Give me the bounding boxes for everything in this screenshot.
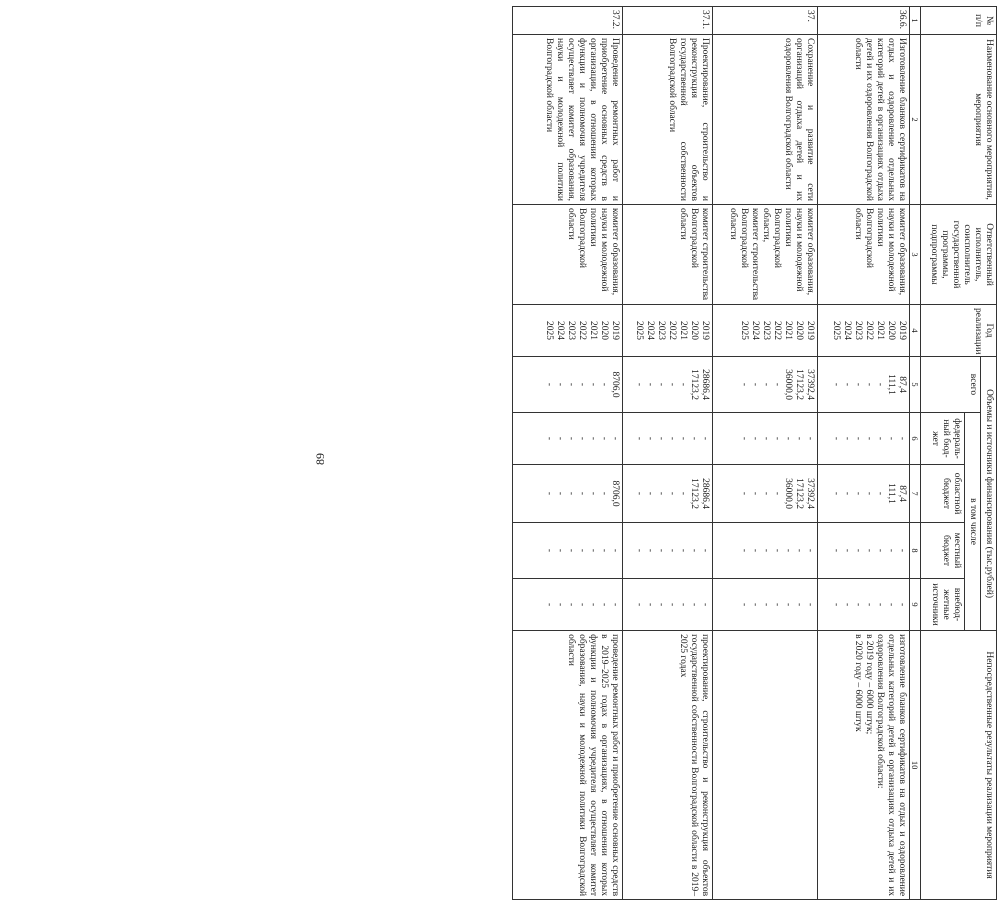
header-total: всего: [921, 357, 981, 413]
column-number: 3: [910, 205, 921, 305]
row-extra: - - - - - - -: [713, 579, 818, 631]
column-number: 10: [910, 631, 921, 900]
row-years: 2019 2020 2021 2022 2023 2024 2025: [713, 305, 818, 357]
row-federal: - - - - - - -: [513, 413, 623, 465]
header-including: в том числе: [965, 413, 981, 631]
row-years: 2019 2020 2021 2022 2023 2024 2025: [513, 305, 623, 357]
row-number: 37.: [713, 7, 818, 35]
row-number: 37.2.: [513, 7, 623, 35]
row-number: 36.6.: [818, 7, 910, 35]
row-total: 8706,0 - - - - - -: [513, 357, 623, 413]
row-years: 2019 2020 2021 2022 2023 2024 2025: [818, 305, 910, 357]
row-number: 37.1.: [623, 7, 713, 35]
row-name: Сохранение и развитие сети организаций отдыха детей и их оздоровления Волгоградской области: [713, 35, 818, 205]
row-responsible: комитет образования, науки и молодежной политики Волгоградской области, комитет строительства Волгоградской области: [713, 205, 818, 305]
header-extra: внебюд- жетные источники: [921, 579, 965, 631]
row-extra: - - - - - - -: [623, 579, 713, 631]
rotated-table-container: [477, 6, 997, 899]
table-row: [818, 7, 910, 900]
row-extra: - - - - - - -: [513, 579, 623, 631]
row-total: 87,4 111,1 - - - - -: [818, 357, 910, 413]
row-responsible: комитет строительства Волгоградской области: [623, 205, 713, 305]
row-result: изготовление бланков сертификатов на отдых и оздоровление отдельных категорий детей в организациях отдыха детей и их оздоровления Волгоградской области: в 2019 году – 6000 штук; в 2020 году – 6000 штук: [818, 631, 910, 900]
column-number: 6: [910, 413, 921, 465]
column-number: 9: [910, 579, 921, 631]
header-responsible: Ответственный исполнитель, соисполнитель государственной программы, подпрограммы: [921, 205, 997, 305]
row-extra: - - - - - - -: [818, 579, 910, 631]
table-row: [623, 7, 713, 900]
row-total: 28686,4 17123,2 - - - - -: [623, 357, 713, 413]
table-row: [713, 7, 818, 900]
row-local: - - - - - - -: [623, 523, 713, 579]
row-federal: - - - - - - -: [818, 413, 910, 465]
row-total: 37392,4 17123,2 36000,0 - - - -: [713, 357, 818, 413]
column-number: 4: [910, 305, 921, 357]
row-local: - - - - - - -: [513, 523, 623, 579]
row-responsible: комитет образования, науки и молодежной политики Волгоградской области: [818, 205, 910, 305]
header-funding: Объемы и источники финансирования (тыс.рублей): [981, 357, 997, 631]
row-local: - - - - - - -: [713, 523, 818, 579]
row-regional: 28686,4 17123,2 - - - - -: [623, 465, 713, 523]
page-number: 89: [313, 453, 327, 465]
header-federal: федераль- ный бюд- жет: [921, 413, 965, 465]
column-number: 5: [910, 357, 921, 413]
header-regional: областной бюджет: [921, 465, 965, 523]
row-regional: 37392,4 17123,2 36000,0 - - - -: [713, 465, 818, 523]
table-row: [513, 7, 623, 900]
header-local: местный бюджет: [921, 523, 965, 579]
row-name: Проведение ремонтных работ и приобретение основных средств в организации, в отношении которых функции и полномочия учредителя осуществляет комитет образования, науки и молодежной политики Волгоградской области: [513, 35, 623, 205]
row-result: проведение ремонтных работ и приобретение основных средств в 2019–2025 годах в организациях, в отношении которых функции и полномочия учредителя осуществляет комитет образования, науки и молодежной политики Волгоградской области: [513, 631, 623, 900]
row-regional: 8706,0 - - - - - -: [513, 465, 623, 523]
funding-table: [512, 6, 997, 900]
row-local: - - - - - - -: [818, 523, 910, 579]
row-years: 2019 2020 2021 2022 2023 2024 2025: [623, 305, 713, 357]
header-year: Год реализации: [921, 305, 997, 357]
row-result: [713, 631, 818, 900]
row-name: Проектирование, строительство и реконструкция объектов государственной собственности Волгоградской области: [623, 35, 713, 205]
column-number: 7: [910, 465, 921, 523]
column-number: 8: [910, 523, 921, 579]
row-regional: 87,4 111,1 - - - - -: [818, 465, 910, 523]
row-responsible: комитет образования, науки и молодежной политики Волгоградской области: [513, 205, 623, 305]
row-federal: - - - - - - -: [713, 413, 818, 465]
column-number: 1: [910, 7, 921, 35]
header-no: № п/п: [921, 7, 997, 35]
row-federal: - - - - - - -: [623, 413, 713, 465]
row-result: проектирование, строительство и реконструкция объектов государственной собственности Волгоградской области в 2019–2025 годах: [623, 631, 713, 900]
column-number: 2: [910, 35, 921, 205]
row-name: Изготовление бланков сертификатов на отдых и оздоровление отдельных категорий детей в организациях отдыха детей и их оздоровления Волгоградской области: [818, 35, 910, 205]
header-name: Наименование основного мероприятия, мероприятия: [921, 35, 997, 205]
header-results: Непосредственные результаты реализации мероприятия: [921, 631, 997, 900]
